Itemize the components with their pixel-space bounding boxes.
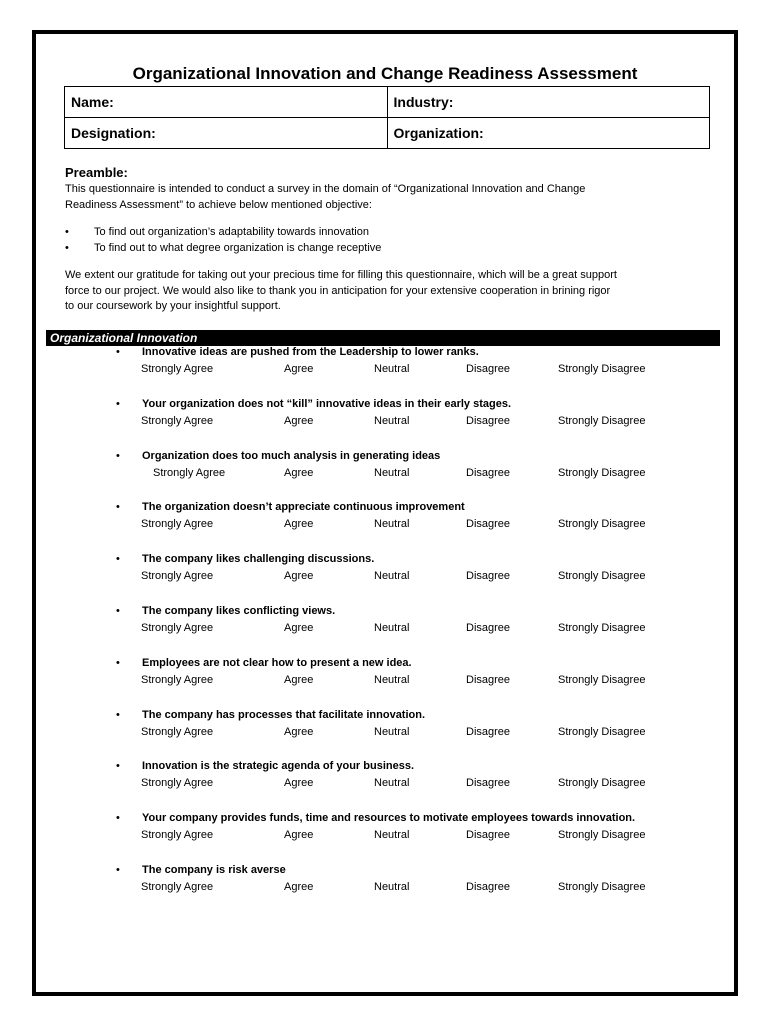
response-option[interactable]: Strongly Disagree [558,829,646,842]
response-option[interactable]: Strongly Disagree [558,777,646,790]
bullet-icon: • [116,708,120,721]
response-option[interactable]: Neutral [374,673,410,686]
response-option[interactable]: Agree [284,414,314,427]
question-text: Your organization does not “kill” innovative ideas in their early stages. [142,397,511,410]
bullet-icon: • [65,226,69,238]
response-option[interactable]: Disagree [466,466,511,479]
bullet-icon: • [116,346,120,358]
preamble-intro: This questionnaire is intended to conduct a survey in the domain of “Organizational Innovation and Change Readiness Assessment” to achieve below mentioned objective: [65,183,586,211]
response-option[interactable]: Strongly Disagree [558,570,646,583]
response-option[interactable]: Neutral [374,414,410,427]
name-field[interactable]: Name: [65,87,388,118]
bullet-icon: • [116,760,120,773]
bullet-icon: • [65,241,69,254]
response-option[interactable]: Agree [284,673,314,686]
preamble [65,164,705,315]
question-text: The company likes conflicting views. [142,605,336,617]
list-item: • To find out to what degree organization is change receptive [65,241,705,257]
response-option[interactable]: Agree [284,725,314,738]
response-option[interactable]: Neutral [374,363,410,375]
industry-field[interactable]: Industry: [387,87,710,118]
response-option[interactable]: Strongly Disagree [558,414,646,427]
response-option[interactable]: Disagree [466,363,511,375]
response-option[interactable]: Strongly Disagree [558,881,646,893]
response-option[interactable]: Agree [284,518,314,531]
response-option[interactable]: Strongly Agree [141,881,214,893]
bullet-icon: • [116,864,120,876]
bullet-icon: • [116,501,120,514]
bullet-icon: • [116,449,120,462]
section-header: Organizational Innovation [46,330,720,346]
response-option[interactable]: Disagree [466,622,511,634]
response-option[interactable]: Disagree [466,518,511,531]
response-option[interactable]: Strongly Agree [141,518,214,531]
response-option[interactable]: Disagree [466,673,511,686]
response-option[interactable]: Disagree [466,725,511,738]
designation-field[interactable]: Designation: [65,118,388,149]
question-text: Employees are not clear how to present a new idea. [142,656,412,669]
response-option[interactable]: Strongly Disagree [558,622,646,634]
response-option[interactable]: Neutral [374,829,410,842]
respondent-info-table [64,86,710,149]
document-frame [32,30,738,996]
response-option[interactable]: Agree [284,881,314,893]
response-option[interactable]: Neutral [374,777,410,790]
question-text: The company is risk averse [142,864,286,876]
response-option[interactable]: Neutral [374,518,410,531]
question-text: The company has processes that facilitate innovation. [142,708,426,721]
response-option[interactable]: Strongly Agree [141,414,214,427]
response-option[interactable]: Neutral [374,570,410,583]
document-title: Organizational Innovation and Change Readiness Assessment [132,64,638,83]
question-text: Organization does too much analysis in generating ideas [142,449,441,462]
response-option[interactable]: Disagree [466,570,511,583]
response-option[interactable]: Agree [284,622,314,634]
response-option[interactable]: Strongly Agree [153,466,226,479]
response-option[interactable]: Disagree [466,777,511,790]
response-option[interactable]: Agree [284,829,314,842]
bullet-icon: • [116,812,120,825]
response-option[interactable]: Neutral [374,622,410,634]
response-option[interactable]: Strongly Agree [141,570,214,583]
question-text: Your company provides funds, time and resources to motivate employees towards innovation. [142,812,636,825]
list-item: • To find out organization’s adaptability towards innovation [65,225,705,241]
response-option[interactable]: Strongly Disagree [558,673,646,686]
preamble-heading: Preamble: [65,165,128,180]
response-option[interactable]: Agree [284,466,314,479]
response-option[interactable]: Strongly Disagree [558,725,646,738]
question-text: Innovative ideas are pushed from the Leadership to lower ranks. [142,346,479,358]
organization-field[interactable]: Organization: [387,118,710,149]
bullet-icon: • [116,656,120,669]
response-option[interactable]: Agree [284,777,314,790]
response-option[interactable]: Strongly Disagree [558,466,646,479]
bullet-icon: • [116,553,120,566]
response-option[interactable]: Agree [284,570,314,583]
response-option[interactable]: Disagree [466,829,511,842]
response-option[interactable]: Strongly Disagree [558,363,646,375]
response-option[interactable]: Strongly Agree [141,673,214,686]
question-text: The company likes challenging discussions. [142,553,375,566]
response-option[interactable]: Agree [284,363,314,375]
response-option[interactable]: Strongly Agree [141,363,214,375]
response-option[interactable]: Neutral [374,725,410,738]
question-text: Innovation is the strategic agenda of your business. [142,760,414,773]
bullet-icon: • [116,605,120,617]
response-option[interactable]: Strongly Agree [141,622,214,634]
response-option[interactable]: Disagree [466,414,511,427]
response-option[interactable]: Strongly Agree [141,777,214,790]
response-option[interactable]: Neutral [374,881,410,893]
response-option[interactable]: Strongly Disagree [558,518,646,531]
preamble-closing: We extent our gratitude for taking out your precious time for filling this questionnaire, which will be a great support force to our project. We would also like to thank you in anticipation for your extensive cooperation in brining rigor to our coursework by your insightful support. [65,269,617,312]
bullet-icon: • [116,397,120,410]
question-text: The organization doesn’t appreciate continuous improvement [142,501,465,514]
objectives-list [65,225,705,256]
response-option[interactable]: Strongly Agree [141,829,214,842]
response-option[interactable]: Disagree [466,881,511,893]
response-option[interactable]: Strongly Agree [141,725,214,738]
response-option[interactable]: Neutral [374,466,410,479]
